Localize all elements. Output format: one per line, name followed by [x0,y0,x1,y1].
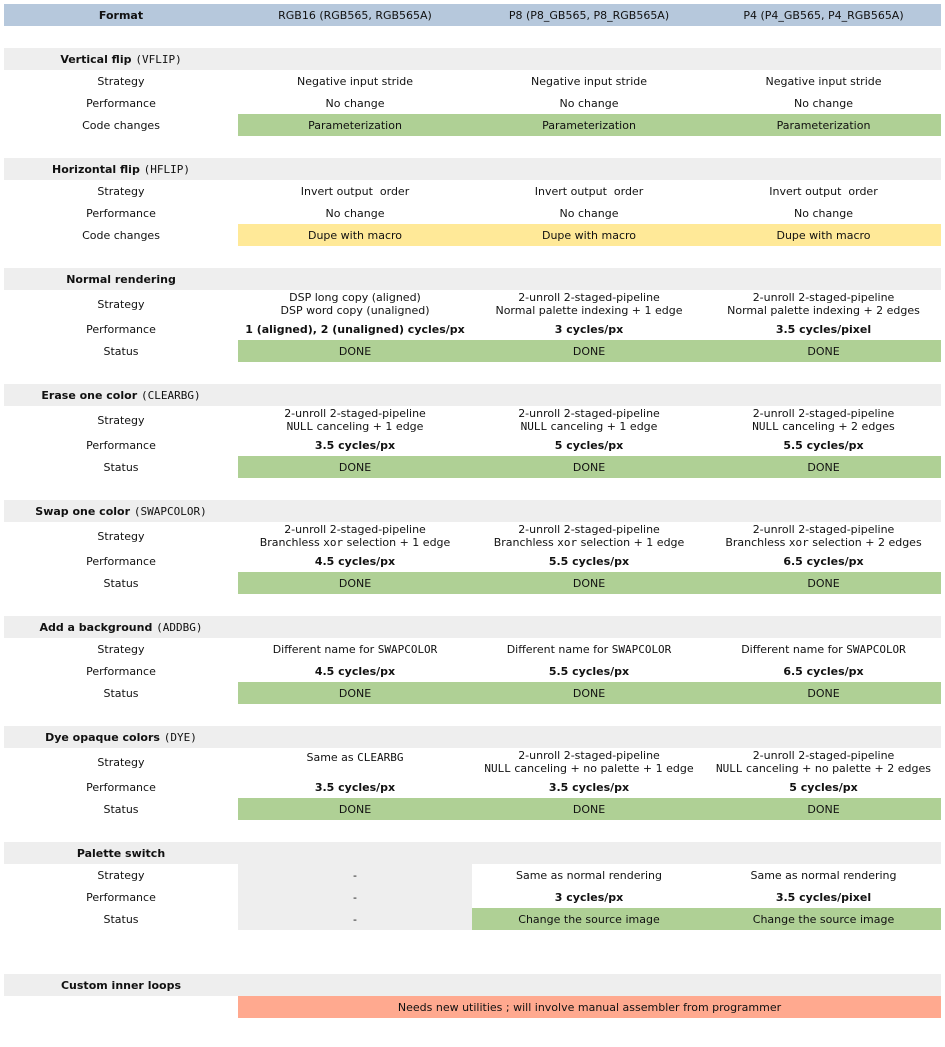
spacer [4,930,941,952]
cell-p8 [472,290,706,318]
cell-p8: Same as normal rendering [515,868,662,882]
section-code: (SWAPCOLOR) [133,504,207,518]
section-title [4,158,238,180]
header-format: Format [98,8,144,22]
code-null: NULL [716,762,743,775]
strategy-line-1: 2-unroll 2-staged-pipeline [518,291,660,304]
strategy-line-1: DSP long copy (aligned) [289,291,421,304]
cell-rgb16 [238,290,472,318]
cell-p4: Same as normal rendering [750,868,897,882]
section-code: (HFLIP) [143,162,191,176]
cell-p8 [472,406,706,434]
section-name: Horizontal flip [51,162,140,176]
strategy-line-1: 2-unroll 2-staged-pipeline [752,749,895,762]
cell-p4: No change [794,96,853,110]
section-name: Custom inner loops [60,978,181,992]
code-null: NULL [484,762,511,775]
table-row [4,180,941,202]
table-row [4,550,941,572]
cell-p8: Change the source image [472,908,706,930]
section-code: (ADDBG) [156,620,203,634]
cell-p4: DONE [706,682,941,704]
cell-p4: Negative input stride [765,74,882,88]
cell-p4: Dupe with macro [706,224,941,246]
strategy-line-2 [521,420,658,433]
spacer [4,26,941,48]
row-label-performance: Performance [86,96,156,110]
cell-rgb16: 3.5 cycles/px [314,780,396,794]
cell-rgb16: Invert output order [300,184,410,198]
cell-rgb16 [238,522,472,550]
code-null: NULL [286,420,314,433]
section-code: (DYE) [163,730,197,744]
cell-p8: Invert output order [534,184,644,198]
strategy-text: selection + 1 edge [343,536,451,549]
strategy-prefix: Branchless [493,536,558,549]
section-vflip-title [4,48,941,70]
cell-p8: No change [559,96,619,110]
section-hflip-title [4,158,941,180]
spacer [4,246,941,268]
table-row [4,202,941,224]
cell-rgb16: 1 (aligned), 2 (unaligned) cycles/px [245,322,465,336]
section-code: (CLEARBG) [140,388,201,402]
section-addbg-title [4,616,941,638]
row-label-status: Status [103,576,139,590]
custom-note: Needs new utilities ; will involve manual assembler from programmer [238,996,941,1018]
cell-p8 [472,638,706,660]
spacer [4,136,941,158]
cell-rgb16 [238,406,472,434]
cell-p4: 6.5 cycles/px [783,554,864,568]
strategy-line-2 [494,536,685,549]
code-swapcolor: SWAPCOLOR [377,642,438,656]
table-row [4,660,941,682]
strategy-line-2 [716,762,931,775]
row-label-code-changes: Code changes [82,228,160,242]
table-row [4,92,941,114]
cell-p8: DONE [472,340,706,362]
row-label-status: Status [103,344,139,358]
table-row [4,748,941,776]
row-label-strategy: Strategy [97,297,145,311]
section-title [4,726,238,748]
strategy-line-1: 2-unroll 2-staged-pipeline [518,523,660,536]
strategy-line-1: 2-unroll 2-staged-pipeline [752,407,895,420]
cell-rgb16: Negative input stride [296,74,414,88]
table-row [4,406,941,434]
row-label-strategy: Strategy [97,184,145,198]
table-row [4,70,941,92]
cell-rgb16: - [238,864,472,886]
cell-p8 [472,748,706,776]
cell-p8: 5 cycles/px [554,438,624,452]
section-code: (VFLIP) [135,52,182,66]
strategy-text [507,643,672,656]
row-label-empty [4,996,238,1018]
table-row [4,114,941,136]
cell-p4: Parameterization [706,114,941,136]
cell-p8: 3 cycles/px [554,322,624,336]
strategy-text [273,643,438,656]
cell-p8: DONE [472,682,706,704]
section-name: Vertical flip [60,52,132,66]
cell-p8: 5.5 cycles/px [548,664,630,678]
cell-rgb16: - [238,908,472,930]
cell-p4: No change [794,206,853,220]
strategy-line-2 [287,420,424,433]
cell-rgb16: DONE [238,456,472,478]
cell-rgb16: Dupe with macro [238,224,472,246]
cell-p4: 3.5 cycles/pixel [775,322,872,336]
table-row [4,434,941,456]
section-name: Swap one color [35,504,131,518]
section-swapcolor-title [4,500,941,522]
header-p4: P4 (P4_GB565, P4_RGB565A) [743,8,904,22]
cell-rgb16: - [238,886,472,908]
cell-p4 [706,290,941,318]
strategy-line-2: Normal palette indexing + 1 edge [495,304,683,317]
table-row [4,290,941,318]
cell-p8: DONE [472,456,706,478]
row-label-code-changes: Code changes [82,118,160,132]
code-clearbg: CLEARBG [357,751,404,764]
strategy-text [741,643,906,656]
strategy-text: canceling + no palette + 2 edges [742,762,931,775]
section-palette-title [4,842,941,864]
table-header [4,4,941,26]
strategy-line-1: 2-unroll 2-staged-pipeline [752,291,895,304]
strategy-line-1: 2-unroll 2-staged-pipeline [518,407,660,420]
section-name: Dye opaque colors [45,730,160,744]
table-row [4,682,941,704]
cell-rgb16: DONE [238,340,472,362]
spacer [4,820,941,842]
cell-p4 [706,638,941,660]
row-label-performance: Performance [86,664,156,678]
row-label-strategy: Strategy [97,755,145,769]
table-row [4,638,941,660]
spacer [4,478,941,500]
cell-p4: 3.5 cycles/pixel [775,890,872,904]
spacer [4,362,941,384]
code-xor: xor [323,536,344,549]
row-label-strategy: Strategy [97,529,145,543]
section-title [4,974,238,996]
row-label-strategy: Strategy [97,413,145,427]
strategy-line-2 [752,420,895,433]
cell-rgb16: DONE [238,682,472,704]
cell-p4: 6.5 cycles/px [783,664,864,678]
feature-table [4,4,941,1018]
cell-p8: Negative input stride [530,74,648,88]
strategy-text [306,751,403,764]
strategy-line-2 [725,536,921,549]
cell-p4: Change the source image [706,908,941,930]
cell-p4: Invert output order [769,184,878,198]
strategy-prefix: Branchless [725,536,789,549]
table-row [4,908,941,930]
strategy-text: canceling + 1 edge [313,420,424,433]
row-label-status: Status [103,912,139,926]
cell-p8: Dupe with macro [472,224,706,246]
cell-p8: DONE [472,572,706,594]
row-label-status: Status [103,686,139,700]
strategy-line-2 [260,536,451,549]
strategy-line-1: 2-unroll 2-staged-pipeline [284,523,426,536]
row-label-performance: Performance [86,206,156,220]
cell-p8: 5.5 cycles/px [548,554,630,568]
table-row [4,864,941,886]
table-row [4,776,941,798]
header-rgb16: RGB16 (RGB565, RGB565A) [278,8,432,22]
row-label-performance: Performance [86,890,156,904]
section-clearbg-title [4,384,941,406]
cell-rgb16: 4.5 cycles/px [314,554,396,568]
section-name: Palette switch [76,846,166,860]
strategy-text: selection + 2 edges [808,536,922,549]
section-normal-title [4,268,941,290]
section-title [4,268,238,290]
row-label-status: Status [103,460,139,474]
cell-rgb16: 4.5 cycles/px [314,664,396,678]
strategy-line-2 [484,762,693,775]
cell-p8: DONE [472,798,706,820]
cell-p8: No change [559,206,619,220]
strategy-prefix: Different name for [272,642,378,656]
row-label-performance: Performance [86,780,156,794]
cell-p4: DONE [706,572,941,594]
strategy-line-1: 2-unroll 2-staged-pipeline [518,749,660,762]
code-xor: xor [557,536,578,549]
strategy-prefix: Different name for [741,642,847,656]
section-title [4,616,238,638]
table-row [4,572,941,594]
strategy-text: canceling + 1 edge [547,420,658,433]
cell-p8: 3 cycles/px [554,890,624,904]
cell-rgb16: No change [325,96,385,110]
section-name: Add a background [39,620,153,634]
cell-p4: DONE [706,456,941,478]
strategy-prefix: Different name for [506,642,612,656]
table-row [4,522,941,550]
cell-p4: 5 cycles/px [789,780,858,794]
cell-p4 [706,522,941,550]
cell-rgb16 [238,748,472,776]
row-label-performance: Performance [86,322,156,336]
strategy-text: selection + 1 edge [577,536,685,549]
header-p8: P8 (P8_GB565, P8_RGB565A) [508,8,670,22]
cell-p8 [472,522,706,550]
cell-rgb16: 3.5 cycles/px [314,438,396,452]
cell-rgb16: DONE [238,798,472,820]
section-title [4,384,238,406]
section-name: Normal rendering [66,272,176,286]
row-label-strategy: Strategy [97,868,145,882]
cell-rgb16: DONE [238,572,472,594]
row-label-strategy: Strategy [97,642,145,656]
strategy-line-2: DSP word copy (unaligned) [280,304,430,317]
row-label-performance: Performance [86,438,156,452]
section-title [4,48,238,70]
section-name: Erase one color [41,388,138,402]
section-custom-title [4,974,941,996]
section-title [4,500,238,522]
cell-rgb16 [238,638,472,660]
code-null: NULL [752,420,779,433]
section-title [4,842,238,864]
cell-p4 [706,406,941,434]
table-row [4,886,941,908]
table-row [4,456,941,478]
strategy-text: canceling + no palette + 1 edge [510,762,694,775]
code-null: NULL [520,420,548,433]
row-label-status: Status [103,802,139,816]
table-row [4,996,941,1018]
row-label-performance: Performance [86,554,156,568]
code-swapcolor: SWAPCOLOR [846,642,906,656]
table-row [4,798,941,820]
cell-p4: DONE [706,798,941,820]
strategy-prefix: Same as [306,751,358,764]
code-swapcolor: SWAPCOLOR [611,642,672,656]
cell-p8: 3.5 cycles/px [548,780,630,794]
spacer [4,594,941,616]
table-row [4,340,941,362]
table-row [4,224,941,246]
strategy-prefix: Branchless [259,536,324,549]
section-dye-title [4,726,941,748]
strategy-text: canceling + 2 edges [778,420,895,433]
cell-p4 [706,748,941,776]
cell-rgb16: No change [325,206,385,220]
row-label-strategy: Strategy [97,74,145,88]
cell-p4: DONE [706,340,941,362]
spacer [4,952,941,974]
table-row [4,318,941,340]
strategy-line-1: 2-unroll 2-staged-pipeline [284,407,426,420]
strategy-line-2: Normal palette indexing + 2 edges [727,304,920,317]
cell-p8: Parameterization [472,114,706,136]
code-xor: xor [788,536,809,549]
cell-p4: 5.5 cycles/px [783,438,864,452]
strategy-line-1: 2-unroll 2-staged-pipeline [752,523,895,536]
spacer [4,704,941,726]
cell-rgb16: Parameterization [238,114,472,136]
